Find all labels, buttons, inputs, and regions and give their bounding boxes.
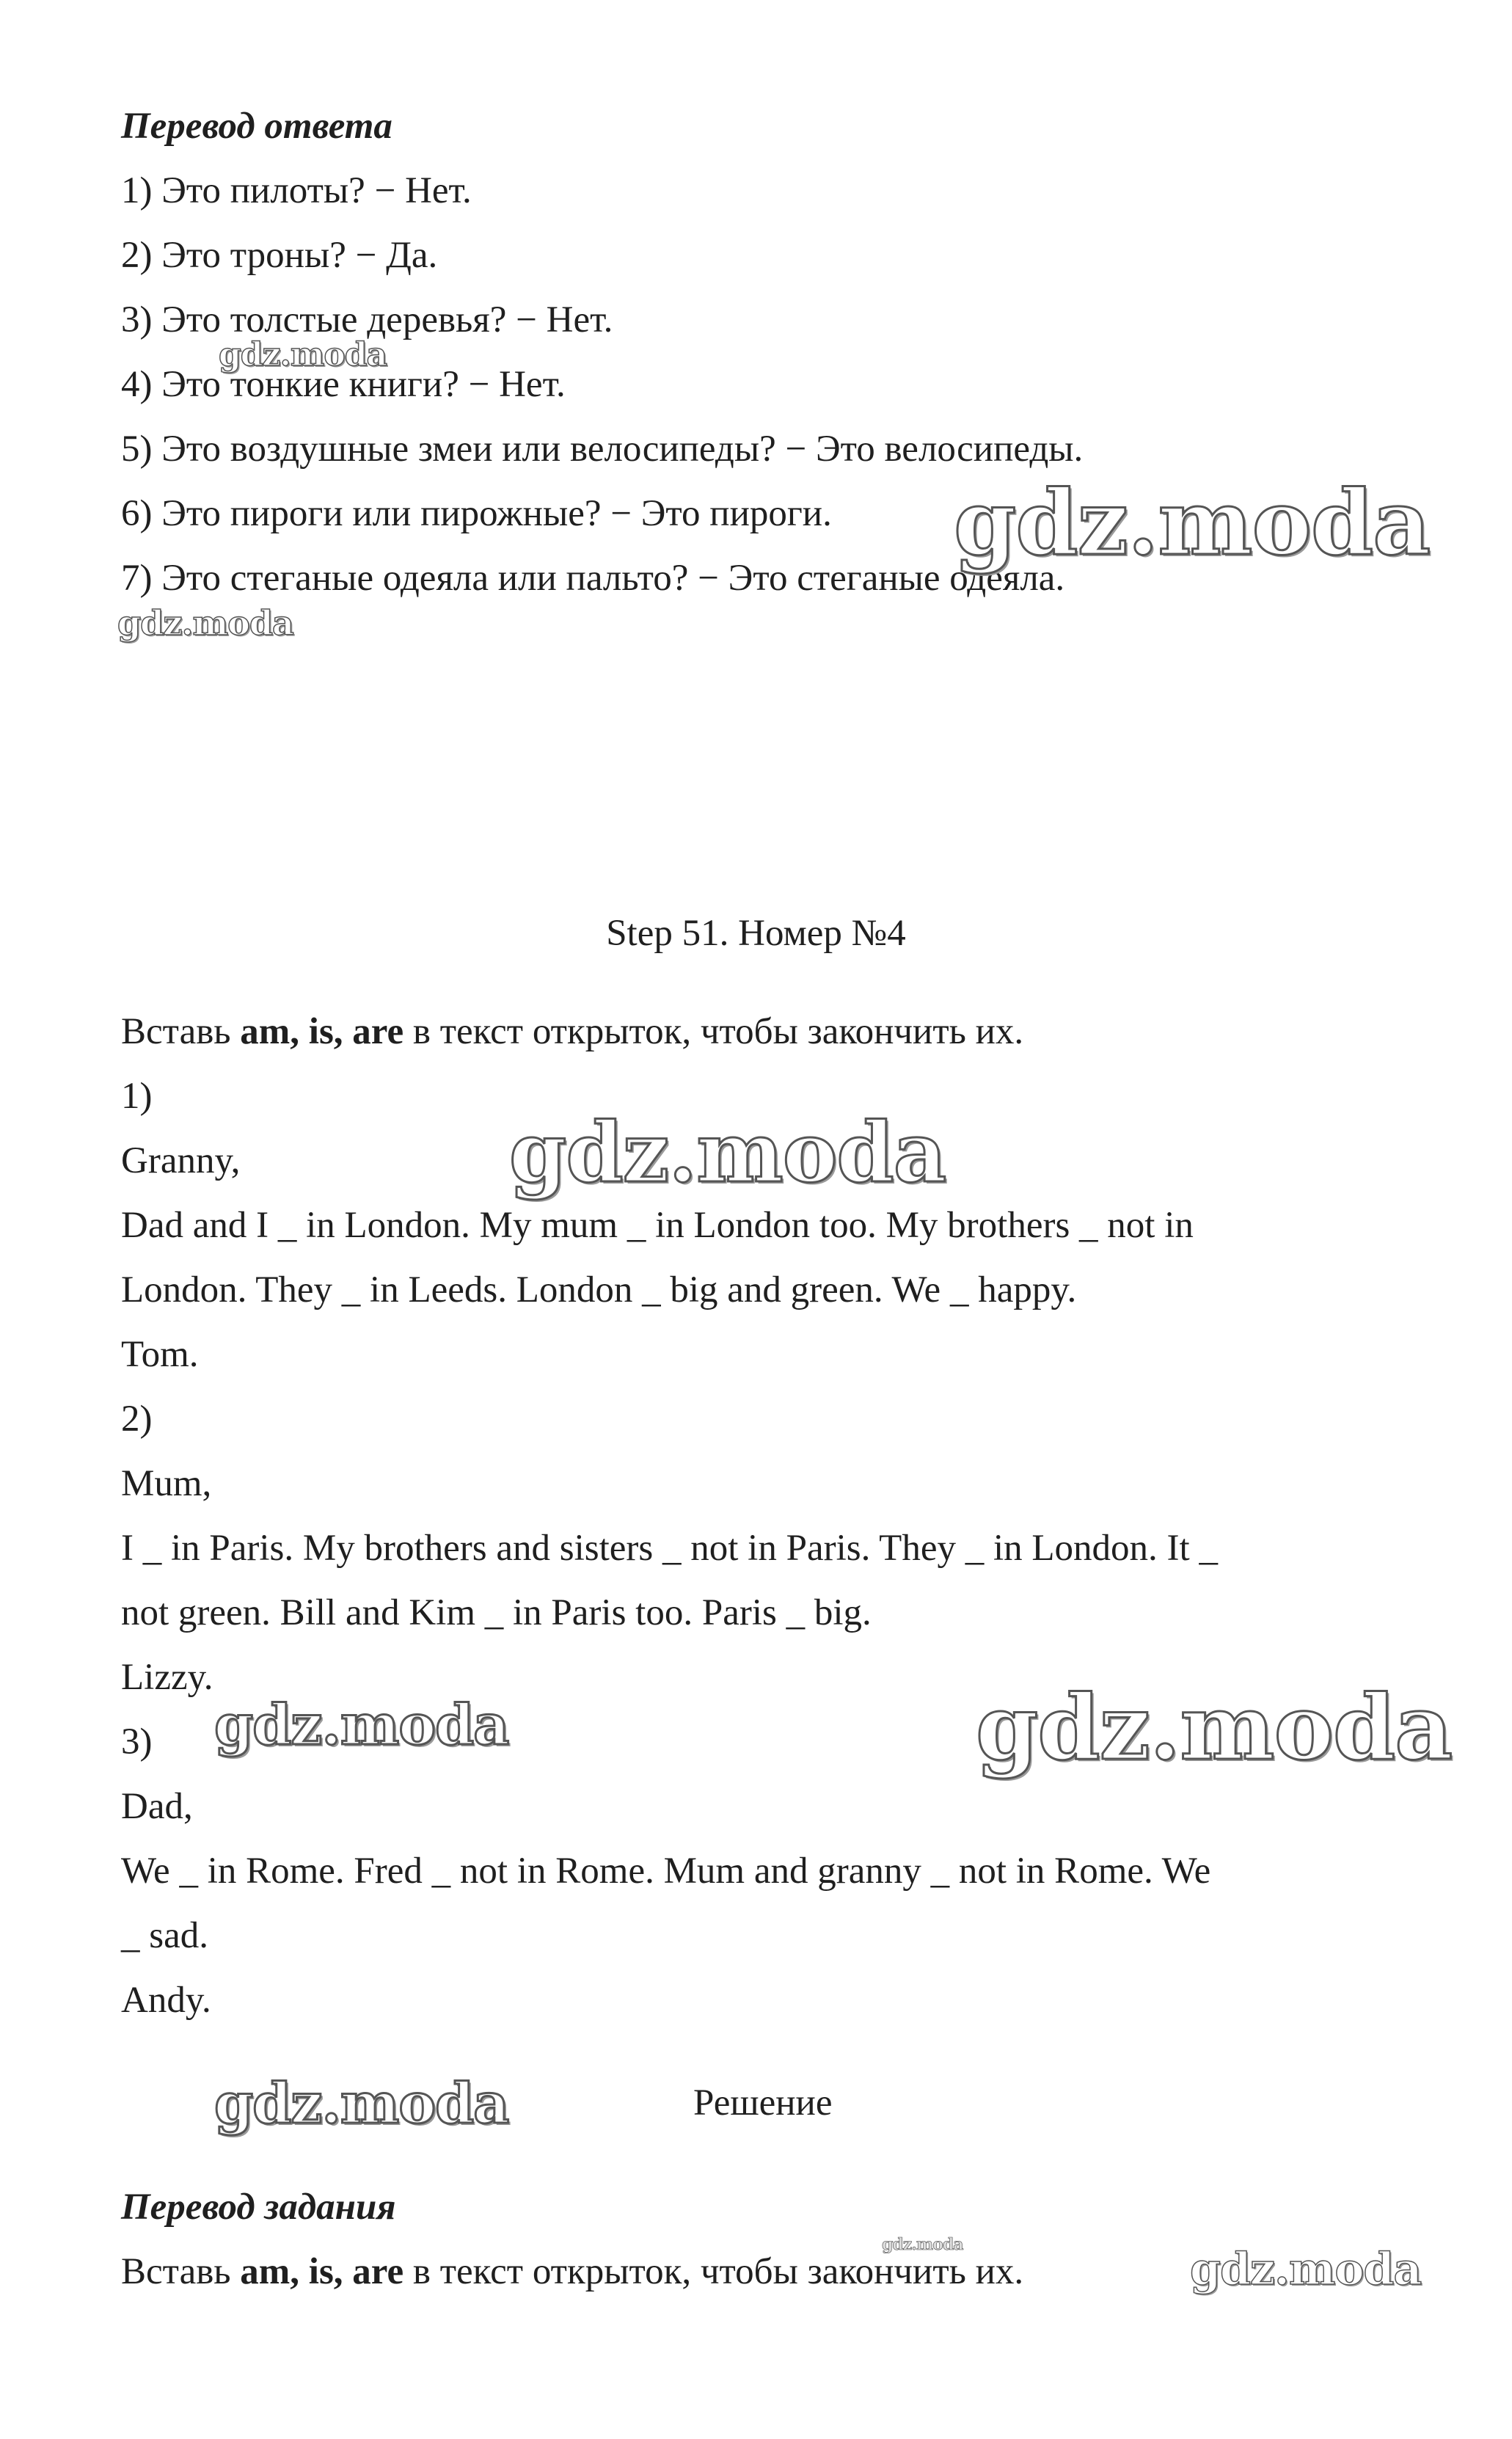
watermark-logo: gdz.moda (954, 470, 1431, 575)
exercise-line: Tom. (121, 1334, 199, 1375)
watermark-logo: gdz.moda (214, 1692, 509, 1757)
answer-line: 7) Это стеганые одеяла или пальто? − Это стеганые одеяла. (121, 558, 1065, 599)
exercise-line: not green. Bill and Kim _ in Paris too. Paris _ big. (121, 1592, 872, 1633)
answer-line: 5) Это воздушные змеи или велосипеды? − Это велосипеды. (121, 429, 1084, 470)
exercise-line: Dad and I _ in London. My mum _ in London too. My brothers _ not in (121, 1205, 1194, 1246)
instruction-bold: am, is, are (240, 1011, 404, 1052)
exercise-title: Step 51. Номер №4 (606, 913, 906, 954)
instruction-text: Вставь (121, 2251, 241, 2292)
watermark-logo: gdz.moda (976, 1674, 1453, 1780)
watermark-logo: gdz.moda (117, 603, 293, 643)
exercise-line: We _ in Rome. Fred _ not in Rome. Mum and granny _ not in Rome. We (121, 1851, 1211, 1892)
watermark-logo: gdz.moda (882, 2235, 963, 2254)
exercise-line: 3) (121, 1721, 153, 1762)
exercise-instruction (121, 1010, 1023, 1054)
answer-line: 4) Это тонкие книги? − Нет. (121, 364, 566, 405)
answer-line: 1) Это пилоты? − Нет. (121, 170, 472, 211)
task-translation-instruction (121, 2250, 1023, 2294)
solution-label: Решение (693, 2082, 833, 2123)
watermark-logo: gdz.moda (214, 2071, 509, 2136)
instruction-bold: am, is, are (240, 2251, 404, 2292)
answer-translation-heading: Перевод ответа (121, 106, 392, 147)
exercise-line: London. They _ in Leeds. London _ big and green. We _ happy. (121, 1269, 1077, 1310)
exercise-line: 1) (121, 1076, 153, 1117)
exercise-line: Dad, (121, 1786, 193, 1827)
instruction-text: в текст открыток, чтобы закончить их. (403, 1011, 1024, 1052)
task-translation-heading: Перевод задания (121, 2187, 396, 2228)
instruction-text: в текст открыток, чтобы закончить их. (403, 2251, 1024, 2292)
watermark-logo: gdz.moda (509, 1105, 946, 1201)
answer-line: 3) Это толстые деревья? − Нет. (121, 299, 613, 340)
exercise-line: Andy. (121, 1980, 211, 2021)
exercise-line: 2) (121, 1399, 153, 1440)
exercise-line: Granny, (121, 1140, 241, 1181)
answer-line: 2) Это троны? − Да. (121, 235, 438, 276)
exercise-line: _ sad. (121, 1915, 208, 1956)
watermark-logo: gdz.moda (1190, 2244, 1422, 2295)
exercise-line: Lizzy. (121, 1657, 213, 1698)
answer-line: 6) Это пироги или пирожные? − Это пироги. (121, 493, 832, 534)
watermark-logo: gdz.moda (219, 336, 387, 373)
exercise-line: I _ in Paris. My brothers and sisters _ not in Paris. They _ in London. It _ (121, 1528, 1218, 1569)
instruction-text: Вставь (121, 1011, 241, 1052)
exercise-line: Mum, (121, 1463, 212, 1504)
